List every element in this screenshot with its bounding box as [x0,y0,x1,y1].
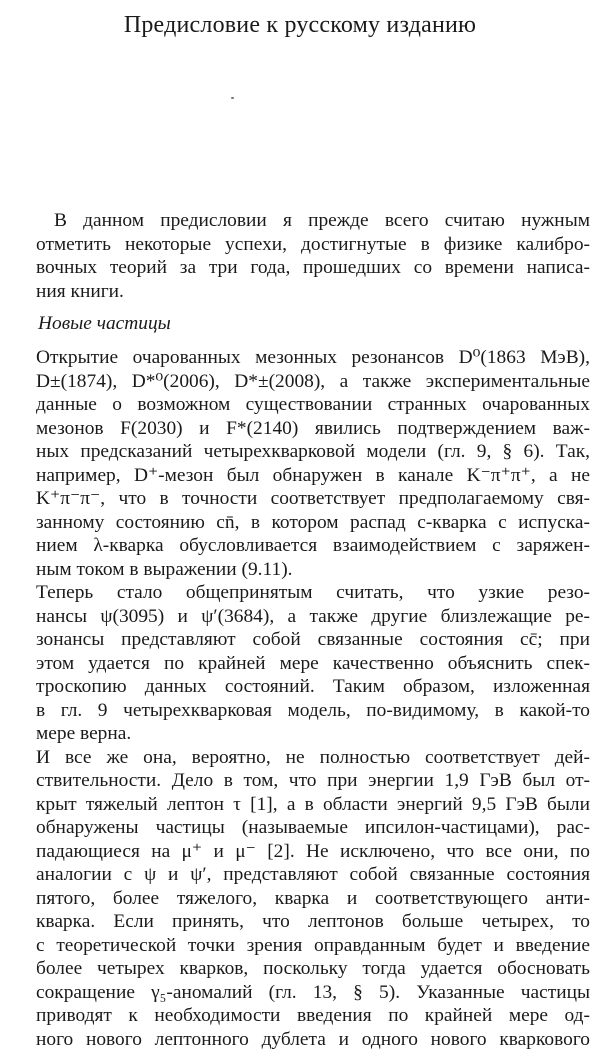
text-line: вочных теорий за три года, прошедших со времени написа- [36,256,590,280]
text-line: аналогии с ψ и ψ′, представляют собой связанные состояния [36,863,590,887]
text-line: данные о возможном существовании странных очарованных [36,393,590,417]
text-line: например, D⁺-мезон был обнаружен в канале K⁻π⁺π⁺, а не [36,464,590,488]
text-line: Открытие очарованных мезонных резонансов D⁰(1863 МэВ), [36,346,590,370]
text-line: крыт тяжелый лептон τ [1], а в области энергий 9,5 ГэВ были [36,793,590,817]
text-line: ных предсказаний четырехкварковой модели (гл. 9, § 6). Так, [36,440,590,464]
scan-speck [231,97,234,99]
text-line: в гл. 9 четырехкварковая модель, по-видимому, в какой-то [36,699,590,723]
text-line: занному состоянию cn̄, в котором распад c-кварка с испуска- [36,511,590,535]
text-line: троскопию данных состояний. Таким образом, изложенная [36,675,590,699]
text-line: Теперь стало общепринятым считать, что узкие резо- [36,581,590,605]
text-line: приводят к необходимости введения по крайней мере од- [36,1004,590,1028]
text-line: этом удается по крайней мере качественно объяснить спек- [36,652,590,676]
text-line: падающиеся на μ⁺ и μ⁻ [2]. Не исключено, что все они, по [36,840,590,864]
main-text [36,346,590,1051]
text-line: ным током в выражении (9.11). [36,558,590,582]
text-line: ния книги. [36,280,590,304]
text-line: И все же она, вероятно, не полностью соответствует дей- [36,746,590,770]
section-heading: Новые частицы [38,313,171,335]
page-title: Предисловие к русскому изданию [0,12,600,39]
text-line: сокращение γ₅-аномалий (гл. 13, § 5). Указанные частицы [36,981,590,1005]
text-line: ствительности. Дело в том, что при энергии 1,9 ГэВ был от- [36,769,590,793]
text-line: мезонов F(2030) и F*(2140) явились подтверждением важ- [36,417,590,441]
text-line: отметить некоторые успехи, достигнутые в физике калибро- [36,233,590,257]
text-line: пятого, более тяжелого, кварка и соответствующего анти- [36,887,590,911]
text-line: нием λ-кварка обусловливается взаимодействием с заряжен- [36,534,590,558]
text-line: кварка. Если принять, что лептонов больше четырех, то [36,910,590,934]
text-line: В данном предисловии я прежде всего считаю нужным [36,209,590,233]
text-line: мере верна. [36,722,590,746]
text-line: зонансы представляют собой связанные состояния cc̄; при [36,628,590,652]
text-line: более четырех кварков, поскольку тогда удается обосновать [36,957,590,981]
text-line: ного нового лептонного дублета и одного нового кваркового [36,1028,590,1051]
text-line: с теоретической точки зрения оправданным будет и введение [36,934,590,958]
text-line: K⁺π⁻π⁻, что в точности соответствует предполагаемому свя- [36,487,590,511]
text-line: D±(1874), D*⁰(2006), D*±(2008), а также экспериментальные [36,370,590,394]
text-line: обнаружены частицы (называемые ипсилон-частицами), рас- [36,816,590,840]
intro-paragraph [36,209,590,303]
text-line: нансы ψ(3095) и ψ′(3684), а также другие близлежащие ре- [36,605,590,629]
